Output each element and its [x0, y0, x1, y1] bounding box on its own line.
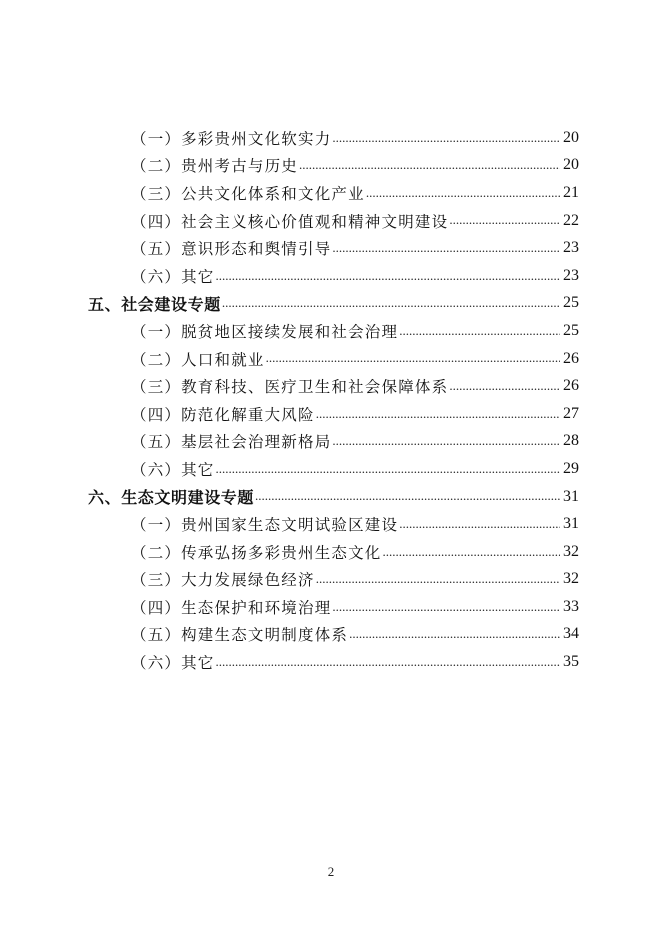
toc-entry-page-number: 23 [563, 239, 579, 257]
toc-dot-leader [332, 240, 560, 262]
toc-dot-leader [332, 599, 560, 621]
toc-section-heading[interactable] [0, 290, 662, 318]
toc-subsection-entry[interactable] [0, 566, 662, 594]
toc-entry-page-number: 25 [563, 321, 579, 339]
toc-subsection-entry[interactable] [0, 621, 662, 649]
toc-entry-page-number: 26 [563, 349, 579, 367]
toc-entry-page-number: 25 [563, 294, 579, 312]
toc-dot-leader [316, 406, 560, 428]
toc-entry-title: （四）防范化解重大风险 [131, 405, 315, 424]
toc-entry-page-number: 34 [563, 625, 579, 643]
toc-subsection-entry[interactable] [0, 455, 662, 483]
toc-entry-page-number: 31 [563, 487, 579, 505]
toc-dot-leader [255, 488, 560, 510]
toc-subsection-entry[interactable] [0, 400, 662, 428]
toc-dot-leader [222, 295, 560, 317]
toc-subsection-entry[interactable] [0, 648, 662, 676]
toc-subsection-entry[interactable] [0, 345, 662, 373]
toc-dot-leader [349, 626, 560, 648]
toc-dot-leader [299, 157, 560, 179]
toc-entry-page-number: 33 [563, 597, 579, 615]
toc-entry-title: （三）大力发展绿色经济 [131, 571, 315, 590]
toc-entry-page-number: 20 [563, 128, 579, 146]
toc-entry-title: （一）脱贫地区接续发展和社会治理 [131, 322, 399, 341]
toc-dot-leader [266, 350, 560, 372]
toc-dot-leader [399, 323, 560, 345]
toc-dot-leader [366, 185, 560, 207]
toc-entry-page-number: 21 [563, 183, 579, 201]
toc-dot-leader [216, 654, 560, 676]
toc-entry-title: （一）多彩贵州文化软实力 [131, 129, 332, 148]
toc-dot-leader [216, 461, 560, 483]
toc-subsection-entry[interactable] [0, 593, 662, 621]
toc-entry-page-number: 29 [563, 459, 579, 477]
toc-dot-leader [383, 544, 560, 566]
toc-dot-leader [332, 433, 560, 455]
toc-subsection-entry[interactable] [0, 262, 662, 290]
toc-entry-title: （三）公共文化体系和文化产业 [131, 184, 365, 203]
toc-dot-leader [449, 378, 560, 400]
toc-dot-leader [216, 268, 560, 290]
toc-entry-page-number: 27 [563, 404, 579, 422]
toc-subsection-entry[interactable] [0, 372, 662, 400]
toc-entry-title: （四）社会主义核心价值观和精神文明建设 [131, 212, 449, 231]
toc-subsection-entry[interactable] [0, 538, 662, 566]
toc-entry-page-number: 32 [563, 570, 579, 588]
toc-entry-title: （三）教育科技、医疗卫生和社会保障体系 [131, 378, 449, 397]
toc-entry-title: （四）生态保护和环境治理 [131, 598, 332, 617]
toc-entry-title: （六）其它 [131, 267, 215, 286]
toc-subsection-entry[interactable] [0, 152, 662, 180]
toc-dot-leader [449, 212, 560, 234]
toc-subsection-entry[interactable] [0, 207, 662, 235]
toc-entry-title: （五）意识形态和舆情引导 [131, 240, 332, 259]
toc-dot-leader [316, 571, 560, 593]
toc-entry-title: （二）贵州考古与历史 [131, 157, 299, 176]
toc-entry-page-number: 20 [563, 156, 579, 174]
toc-entry-page-number: 23 [563, 266, 579, 284]
toc-entry-page-number: 22 [563, 211, 579, 229]
toc-section-heading[interactable] [0, 483, 662, 511]
toc-entry-title: 六、生态文明建设专题 [88, 488, 255, 508]
toc-subsection-entry[interactable] [0, 234, 662, 262]
toc-dot-leader [399, 516, 560, 538]
toc-entry-page-number: 28 [563, 432, 579, 450]
toc-entry-title: 五、社会建设专题 [88, 294, 221, 314]
toc-entry-page-number: 26 [563, 377, 579, 395]
toc-subsection-entry[interactable] [0, 317, 662, 345]
toc-dot-leader [332, 130, 560, 152]
toc-entry-title: （六）其它 [131, 654, 215, 673]
toc-subsection-entry[interactable] [0, 428, 662, 456]
toc-entry-title: （二）人口和就业 [131, 350, 265, 369]
toc-entry-title: （五）构建生态文明制度体系 [131, 626, 349, 645]
toc-entry-page-number: 31 [563, 515, 579, 533]
toc-entry-page-number: 35 [563, 653, 579, 671]
toc-entry-title: （二）传承弘扬多彩贵州生态文化 [131, 543, 382, 562]
table-of-contents [0, 124, 662, 676]
toc-subsection-entry[interactable] [0, 510, 662, 538]
toc-subsection-entry[interactable] [0, 124, 662, 152]
page-number: 2 [327, 864, 335, 879]
toc-subsection-entry[interactable] [0, 179, 662, 207]
toc-entry-page-number: 32 [563, 542, 579, 560]
toc-entry-title: （一）贵州国家生态文明试验区建设 [131, 516, 399, 535]
toc-entry-title: （五）基层社会治理新格局 [131, 433, 332, 452]
toc-entry-title: （六）其它 [131, 460, 215, 479]
